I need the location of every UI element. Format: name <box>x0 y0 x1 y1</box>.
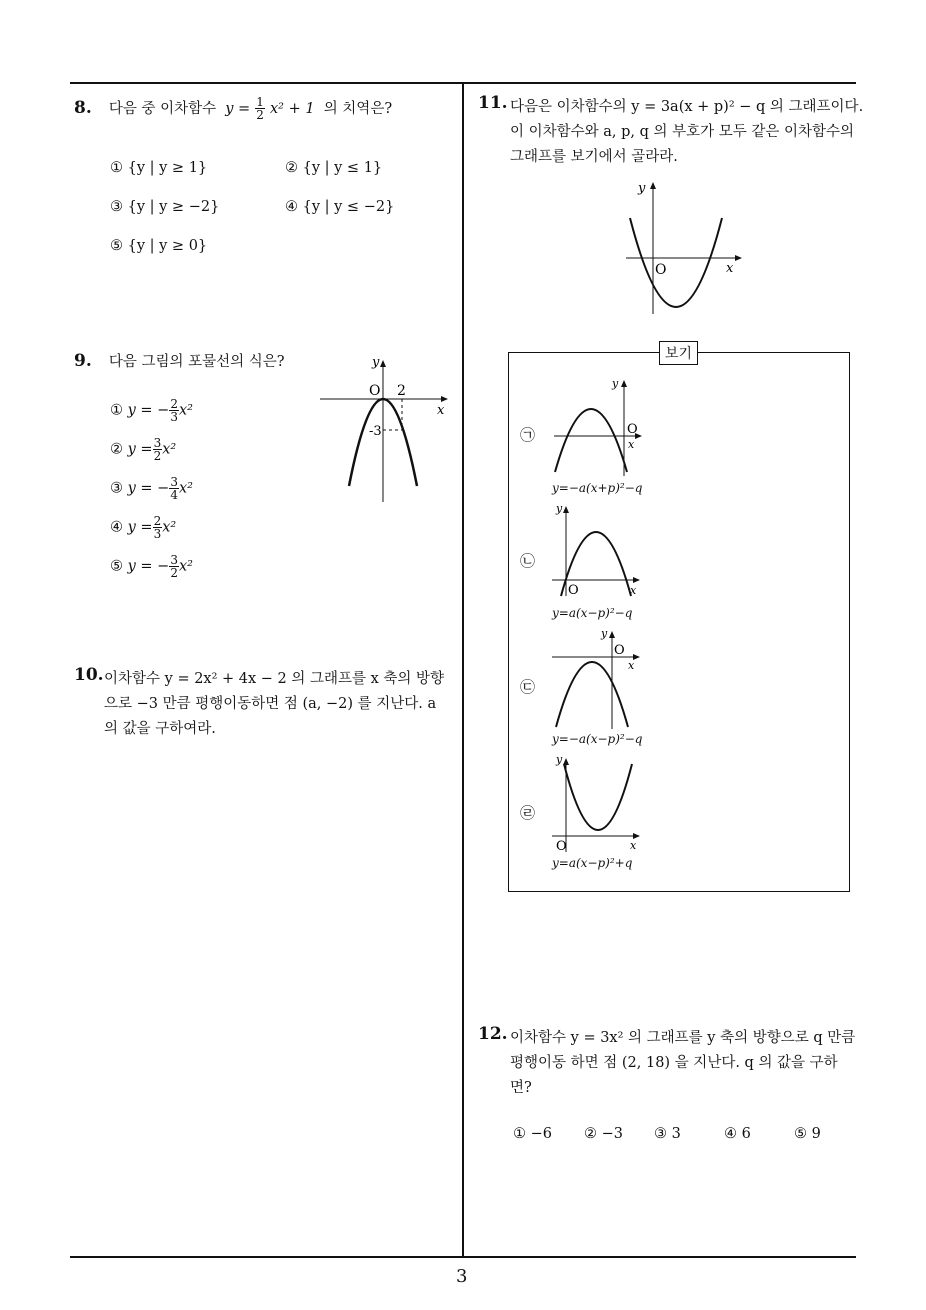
option-fraction <box>169 398 179 423</box>
y-axis-label: y <box>556 753 563 766</box>
q12-option-5[interactable] <box>794 1126 821 1142</box>
y-axis-label: y <box>372 355 380 370</box>
option-pre: y = − <box>127 480 170 497</box>
option-text: {y | y ≥ 1} <box>127 160 208 176</box>
option-text: {y | y ≥ −2} <box>127 199 220 215</box>
q12-line-3: 면? <box>510 1080 532 1096</box>
origin-label: O <box>369 383 381 399</box>
q8-func-rhs: x² + 1 <box>270 101 315 117</box>
q8-text-post: 의 치역은? <box>323 101 393 117</box>
option-pre: y = <box>127 441 153 458</box>
q9-stem <box>74 350 285 371</box>
choice-4-mark[interactable]: ㉣ <box>520 804 536 822</box>
frac-num: 2 <box>170 397 178 411</box>
option-pre: y = − <box>127 558 170 575</box>
y-axis-arrow <box>563 758 569 765</box>
q9-option-1[interactable] <box>110 398 193 423</box>
x-axis-label: x <box>630 839 637 852</box>
q8-option-2[interactable] <box>285 160 382 176</box>
q11-line-3: 그래프를 보기에서 골라라. <box>510 149 678 165</box>
q11-number: 11. <box>478 93 508 113</box>
option-text: 9 <box>811 1126 821 1142</box>
option-mark: ① <box>110 402 123 419</box>
option-mark: ④ <box>110 519 123 536</box>
column-divider <box>462 82 464 1258</box>
y-axis-arrow <box>650 182 656 189</box>
option-text: −3 <box>601 1126 623 1142</box>
parabola <box>556 662 628 727</box>
q8-text-pre: 다음 중 이차함수 <box>108 101 217 117</box>
option-text: 6 <box>741 1126 751 1142</box>
option-mark: ② <box>285 160 298 176</box>
option-post: x² <box>178 480 193 497</box>
q8-stem <box>74 96 392 121</box>
frac-num: 3 <box>170 475 178 489</box>
q12-option-2[interactable] <box>584 1126 623 1142</box>
q8-frac-num: 1 <box>256 95 264 109</box>
option-mark: ⑤ <box>110 238 123 254</box>
option-mark: ③ <box>110 199 123 215</box>
x-axis-label: x <box>630 584 637 597</box>
x-mark-label: 2 <box>397 383 406 399</box>
choice-1-label: y=−a(x+p)²−q <box>552 481 643 495</box>
choice-3-graph[interactable] <box>548 623 648 733</box>
option-text: 3 <box>671 1126 681 1142</box>
option-mark: ② <box>110 441 123 458</box>
q8-number: 8. <box>74 98 92 118</box>
choice-2-mark[interactable]: ㉡ <box>520 552 536 570</box>
option-mark: ⑤ <box>794 1126 807 1142</box>
option-post: x² <box>162 519 177 536</box>
choice-2-graph[interactable] <box>548 498 648 598</box>
origin-label: O <box>614 643 625 658</box>
frac-num: 3 <box>153 436 162 450</box>
option-text: {y | y ≥ 0} <box>127 238 208 254</box>
option-text: {y | y ≤ 1} <box>302 160 383 176</box>
option-mark: ② <box>584 1126 597 1142</box>
q8-option-4[interactable] <box>285 199 394 215</box>
q9-option-5[interactable] <box>110 554 193 579</box>
bogi-title: 보기 <box>659 341 698 365</box>
q9-number: 9. <box>74 351 92 371</box>
option-fraction <box>169 476 179 501</box>
q9-option-3[interactable] <box>110 476 193 501</box>
y-axis-arrow <box>621 380 627 387</box>
y-axis-label: y <box>556 502 563 515</box>
q12-option-4[interactable] <box>724 1126 751 1142</box>
choice-4-label: y=a(x−p)²+q <box>552 856 633 870</box>
y-axis-label: y <box>638 181 646 196</box>
choice-1-mark[interactable]: ㉠ <box>520 426 536 444</box>
bottom-rule <box>70 1256 856 1258</box>
option-fraction <box>169 554 179 579</box>
q10-line-2: 으로 −3 만큼 평행이동하면 점 (a, −2) 를 지난다. a <box>104 696 437 712</box>
q12-line-2: 평행이동 하면 점 (2, 18) 을 지난다. q 의 값을 구하 <box>510 1055 838 1071</box>
choice-3-mark[interactable]: ㉢ <box>520 678 536 696</box>
choice-3-label: y=−a(x−p)²−q <box>552 732 643 746</box>
q12-number: 12. <box>478 1024 508 1044</box>
choice-4-graph[interactable] <box>548 750 648 855</box>
y-axis-label: y <box>601 627 608 640</box>
option-mark: ① <box>513 1126 526 1142</box>
x-axis-label: x <box>628 659 635 672</box>
q11-line-1: 다음은 이차함수의 y = 3a(x + p)² − q 의 그래프이다. <box>510 99 864 115</box>
parabola <box>564 764 632 830</box>
q9-option-2[interactable] <box>110 437 176 462</box>
option-pre: y = <box>127 519 153 536</box>
origin-label: O <box>556 839 567 854</box>
option-fraction <box>153 515 163 540</box>
y-axis-arrow <box>563 506 569 513</box>
option-mark: ⑤ <box>110 558 123 575</box>
choice-1-graph[interactable] <box>548 372 648 477</box>
q10-line-3: 의 값을 구하여라. <box>104 721 216 737</box>
q8-frac-den: 2 <box>256 108 264 122</box>
q9-option-4[interactable] <box>110 515 176 540</box>
x-axis-label: x <box>628 438 635 451</box>
option-pre: y = − <box>127 402 170 419</box>
option-post: x² <box>162 441 177 458</box>
q8-option-3[interactable] <box>110 199 219 215</box>
q8-func-lhs: y = <box>225 101 251 117</box>
origin-label: O <box>627 422 638 437</box>
option-mark: ④ <box>285 199 298 215</box>
q9-graph <box>318 352 458 507</box>
page-number: 3 <box>456 1266 468 1287</box>
q8-option-5[interactable] <box>110 238 207 254</box>
choice-2-label: y=a(x−p)²−q <box>552 606 633 620</box>
option-post: x² <box>178 558 193 575</box>
frac-den: 2 <box>170 566 178 580</box>
x-axis-arrow <box>441 396 448 402</box>
option-text: −6 <box>530 1126 552 1142</box>
frac-den: 4 <box>170 488 178 502</box>
frac-den: 2 <box>153 449 162 463</box>
frac-den: 3 <box>170 410 178 424</box>
origin-label: O <box>568 583 579 598</box>
option-post: x² <box>178 402 193 419</box>
y-mark-label: -3 <box>369 424 382 439</box>
q8-fraction <box>255 96 265 121</box>
x-axis-label: x <box>726 261 734 276</box>
q11-graph <box>622 176 750 318</box>
y-axis-arrow <box>380 360 386 367</box>
frac-num: 3 <box>170 553 178 567</box>
option-mark: ③ <box>110 480 123 497</box>
y-axis-arrow <box>609 631 615 638</box>
q9-text: 다음 그림의 포물선의 식은? <box>108 354 285 370</box>
q12-option-3[interactable] <box>654 1126 681 1142</box>
x-axis-arrow <box>633 577 640 583</box>
frac-num: 2 <box>153 514 162 528</box>
option-mark: ④ <box>724 1126 737 1142</box>
x-axis-label: x <box>437 403 445 418</box>
q8-option-1[interactable] <box>110 160 207 176</box>
q10-number: 10. <box>74 665 104 685</box>
x-axis-arrow <box>735 255 742 261</box>
option-text: {y | y ≤ −2} <box>302 199 395 215</box>
q11-line-2: 이 이차함수와 a, p, q 의 부호가 모두 같은 이차함수의 <box>510 124 855 140</box>
y-axis-label: y <box>612 377 619 390</box>
parabola <box>630 218 722 307</box>
frac-den: 3 <box>153 527 162 541</box>
option-mark: ① <box>110 160 123 176</box>
q10-line-1: 이차함수 y = 2x² + 4x − 2 의 그래프를 x 축의 방향 <box>104 671 445 687</box>
parabola <box>555 409 627 472</box>
q12-option-1[interactable] <box>513 1126 552 1142</box>
origin-label: O <box>655 262 667 278</box>
option-mark: ③ <box>654 1126 667 1142</box>
q12-line-1: 이차함수 y = 3x² 의 그래프를 y 축의 방향으로 q 만큼 <box>510 1030 856 1046</box>
option-fraction <box>153 437 163 462</box>
